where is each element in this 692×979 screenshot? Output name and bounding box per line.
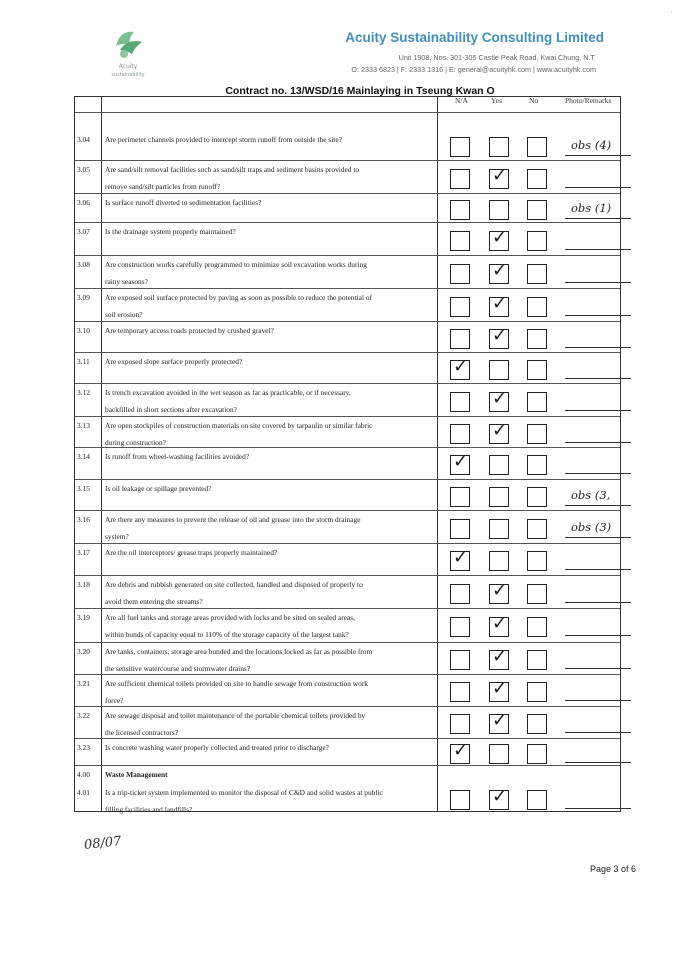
checkbox-na[interactable]: [450, 487, 470, 507]
item-number: 3.19: [77, 613, 90, 622]
checkbox-yes[interactable]: [489, 137, 509, 157]
checkbox-na[interactable]: [450, 650, 470, 670]
checkbox-no[interactable]: [527, 617, 547, 637]
checkbox-na[interactable]: [450, 584, 470, 604]
question-line: the licensed contractors?: [105, 728, 179, 737]
company-logo: [98, 24, 158, 80]
item-number: 3.21: [77, 679, 90, 688]
handwritten-remark: obs (3): [571, 520, 612, 534]
checkbox-na[interactable]: [450, 617, 470, 637]
question-line: Is surface runoff diverted to sedimentation facilities?: [105, 198, 262, 207]
check-mark-icon: ✓: [453, 356, 469, 377]
column-header-na: N/A: [455, 96, 468, 105]
question-line: Are perimeter channels provided to intercept storm runoff from outside the site?: [105, 135, 342, 144]
handwritten-remark: obs (4): [571, 138, 612, 152]
item-number: 3.05: [77, 165, 90, 174]
item-question: [105, 544, 435, 561]
remarks-line: [565, 187, 631, 188]
question-line: Waste Management: [105, 770, 168, 779]
check-mark-icon: ✓: [492, 580, 508, 601]
checkbox-yes[interactable]: [489, 646, 509, 670]
checkbox-no[interactable]: [527, 231, 547, 251]
margin-mark: ·: [670, 8, 673, 17]
remarks-line: [565, 668, 631, 669]
checkbox-na[interactable]: [450, 424, 470, 444]
remarks-line: [565, 410, 631, 411]
remarks-line: [565, 442, 631, 443]
checkbox-yes[interactable]: [489, 325, 509, 349]
company-address: [250, 52, 596, 76]
question-line: Are debris and rubbish generated on site collected, handled and disposed of properly to: [105, 580, 363, 589]
item-number: 3.08: [77, 260, 90, 269]
question-line: Are exposed soil surface protected by paving as soon as possible to reduce the potential of: [105, 293, 373, 302]
remarks-line: [565, 700, 631, 701]
checkbox-yes[interactable]: [489, 455, 509, 475]
remarks-line: [565, 218, 631, 219]
question-line: Are sand/silt removal facilities such as sand/silt traps and sediment basins provided to: [105, 165, 360, 174]
remarks-line: [565, 537, 631, 538]
checkbox-no[interactable]: [527, 424, 547, 444]
item-number: 3.04: [77, 135, 90, 144]
company-name: Acuity Sustainability Consulting Limited: [345, 30, 604, 45]
contact-line: O: 2333 6823 | F: 2333 1316 | E: general@acuityhk.com | www.acuityhk.com: [351, 65, 596, 74]
question-line: Are construction works carefully programmed to minimize soil excavation works during: [105, 260, 367, 269]
remarks-line: [565, 635, 631, 636]
checkbox-no[interactable]: [527, 137, 547, 157]
item-question: [105, 322, 435, 339]
remarks-line: [565, 347, 631, 348]
checkbox-yes[interactable]: [489, 744, 509, 764]
item-number: 3.22: [77, 711, 90, 720]
question-line: the sensitive watercourse and stormwater drains?: [105, 664, 251, 673]
question-line: Are temporary access roads protected by crushed gravel?: [105, 326, 274, 335]
item-question: [105, 609, 435, 643]
check-mark-icon: ✓: [492, 293, 508, 314]
remarks-line: [565, 378, 631, 379]
check-mark-icon: ✓: [492, 678, 508, 699]
remarks-line: [565, 505, 631, 506]
question-line: Are the oil interceptors/ grease traps properly maintained?: [105, 548, 278, 557]
question-line: system?: [105, 532, 129, 541]
remarks-line: [565, 282, 631, 283]
page-number: Page 3 of 6: [590, 864, 637, 874]
checkbox-na[interactable]: [450, 169, 470, 189]
item-number: 3.10: [77, 326, 90, 335]
check-mark-icon: ✓: [492, 388, 508, 409]
logo-caption-1: Acuity: [118, 63, 138, 70]
checkbox-no[interactable]: [527, 790, 547, 810]
question-line: Are all fuel tanks and storage areas provided with locks and be sited on sealed areas,: [105, 613, 355, 622]
checkbox-no[interactable]: [527, 264, 547, 284]
item-question: [105, 643, 435, 677]
item-number: 4.01: [77, 788, 90, 797]
column-divider: [101, 97, 102, 811]
item-number: 3.20: [77, 647, 90, 656]
checkbox-no[interactable]: [527, 169, 547, 189]
question-line: avoid them entering the streams?: [105, 597, 203, 606]
check-mark-icon: ✓: [492, 325, 508, 346]
item-question: [105, 289, 435, 323]
checkbox-no[interactable]: [527, 519, 547, 539]
remarks-line: [565, 569, 631, 570]
item-question: [105, 511, 435, 545]
item-question: [105, 384, 435, 418]
item-number: 3.07: [77, 227, 90, 236]
remarks-line: [565, 732, 631, 733]
question-line: Is trench excavation avoided in the wet season as far as practicable, or if necessary,: [105, 388, 351, 397]
item-number: 3.13: [77, 421, 90, 430]
checkbox-na[interactable]: [450, 451, 470, 475]
item-number: 3.15: [77, 484, 90, 493]
question-line: rainy seasons?: [105, 277, 148, 286]
checkbox-no[interactable]: [527, 297, 547, 317]
checkbox-na[interactable]: [450, 519, 470, 539]
checkbox-yes[interactable]: [489, 388, 509, 412]
item-question: [105, 739, 435, 756]
checkbox-na[interactable]: [450, 714, 470, 734]
column-header-no: No: [529, 96, 539, 105]
column-header-yes: Yes: [491, 96, 502, 105]
question-line: Are sufficient chemical toilets provided on site to handle sewage from construction work: [105, 679, 368, 688]
checkbox-no[interactable]: [527, 360, 547, 380]
item-number: 4.00: [77, 770, 90, 779]
checkbox-no[interactable]: [527, 650, 547, 670]
remarks-line: [565, 315, 631, 316]
item-question: [105, 576, 435, 610]
question-line: Are sewage disposal and toilet maintenance of the portable chemical toilets provided by: [105, 711, 366, 720]
checkbox-no[interactable]: [527, 455, 547, 475]
question-line: force?: [105, 696, 124, 705]
remarks-line: [565, 155, 631, 156]
checkbox-na[interactable]: [450, 264, 470, 284]
item-question: [105, 161, 435, 195]
question-line: Are tanks, containers, storage area bunded and the locations locked as far as possible from: [105, 647, 373, 656]
checkbox-na[interactable]: [450, 682, 470, 702]
check-mark-icon: ✓: [492, 786, 508, 807]
handwritten-date: 08/07: [83, 834, 123, 853]
item-question: [105, 784, 435, 818]
handwritten-remark: obs (1): [571, 201, 612, 215]
question-line: Is concrete washing water properly collected and treated prior to discharge?: [105, 743, 329, 752]
checkbox-yes[interactable]: [489, 260, 509, 284]
question-line: backfilled in short sections after excavation?: [105, 405, 237, 414]
handwritten-remark: obs (3,: [571, 488, 611, 502]
logo-caption-2: sustainability: [111, 72, 145, 78]
item-question: [105, 675, 435, 709]
item-question: [105, 480, 435, 497]
item-number: 3.16: [77, 515, 90, 524]
checkbox-na[interactable]: [450, 392, 470, 412]
check-mark-icon: ✓: [492, 420, 508, 441]
checkbox-na[interactable]: [450, 231, 470, 251]
item-number: 3.23: [77, 743, 90, 752]
item-question: [105, 448, 435, 465]
check-mark-icon: ✓: [492, 613, 508, 634]
question-line: Is runoff from wheel-washing facilities avoided?: [105, 452, 250, 461]
checkbox-yes[interactable]: [489, 551, 509, 571]
item-number: 3.12: [77, 388, 90, 397]
item-number: 3.11: [77, 357, 90, 366]
check-mark-icon: ✓: [453, 547, 469, 568]
item-question: [105, 707, 435, 741]
column-divider: [437, 97, 438, 811]
checkbox-no[interactable]: [527, 329, 547, 349]
check-mark-icon: ✓: [453, 451, 469, 472]
checkbox-yes[interactable]: [489, 487, 509, 507]
question-line: Are exposed slope surface properly protected?: [105, 357, 243, 366]
check-mark-icon: ✓: [492, 260, 508, 281]
checkbox-yes[interactable]: [489, 227, 509, 251]
checkbox-yes[interactable]: [489, 200, 509, 220]
checkbox-no[interactable]: [527, 584, 547, 604]
question-line: soil erosion?: [105, 310, 143, 319]
question-line: Is a trip-ticket system implemented to monitor the disposal of C&D and solid wastes at public: [105, 788, 383, 797]
remarks-line: [565, 762, 631, 763]
checkbox-na[interactable]: [450, 356, 470, 380]
checkbox-no[interactable]: [527, 487, 547, 507]
item-question: [105, 131, 435, 148]
checkbox-yes[interactable]: [489, 519, 509, 539]
checkbox-yes[interactable]: [489, 293, 509, 317]
question-line: Is the drainage system properly maintained?: [105, 227, 236, 236]
item-number: 3.06: [77, 198, 90, 207]
checkbox-na[interactable]: [450, 740, 470, 764]
checklist-table: [74, 96, 621, 812]
question-line: filling facilities and landfills?: [105, 805, 193, 814]
checkbox-na[interactable]: [450, 329, 470, 349]
column-header-remarks: Photo/Remarks: [565, 96, 612, 105]
checkbox-yes[interactable]: [489, 580, 509, 604]
checkbox-no[interactable]: [527, 392, 547, 412]
check-mark-icon: ✓: [453, 740, 469, 761]
remarks-line: [565, 249, 631, 250]
item-question: [105, 766, 435, 783]
question-line: within bunds of capacity equal to 110% of the storage capacity of the largest tank?: [105, 630, 349, 639]
item-number: 3.09: [77, 293, 90, 302]
checkbox-no[interactable]: [527, 551, 547, 571]
checkbox-no[interactable]: [527, 200, 547, 220]
checkbox-no[interactable]: [527, 682, 547, 702]
item-number: 3.14: [77, 452, 90, 461]
check-mark-icon: ✓: [492, 165, 508, 186]
item-number: 3.18: [77, 580, 90, 589]
contract-title: Contract no. 13/WSD/16 Mainlaying in Tseung Kwan O: [225, 85, 495, 97]
remarks-line: [565, 473, 631, 474]
question-line: Are open stockpiles of construction materials on site covered by tarpaulin or similar fabric: [105, 421, 373, 430]
checkbox-na[interactable]: [450, 790, 470, 810]
checkbox-na[interactable]: [450, 547, 470, 571]
checkbox-na[interactable]: [450, 137, 470, 157]
question-line: remove sand/silt particles from runoff?: [105, 182, 221, 191]
item-number: 3.17: [77, 548, 90, 557]
row-divider: [75, 112, 620, 113]
item-question: [105, 194, 435, 211]
checkbox-no[interactable]: [527, 714, 547, 734]
address-line: Unit 1908, Nos. 301-305 Castle Peak Road, Kwai Chung, N.T.: [398, 53, 596, 62]
item-question: [105, 353, 435, 370]
item-question: [105, 417, 435, 451]
question-line: during construction?: [105, 438, 166, 447]
checkbox-na[interactable]: [450, 297, 470, 317]
checkbox-yes[interactable]: [489, 165, 509, 189]
checkbox-yes[interactable]: [489, 613, 509, 637]
checkbox-yes[interactable]: [489, 786, 509, 810]
checkbox-yes[interactable]: [489, 710, 509, 734]
check-mark-icon: ✓: [492, 227, 508, 248]
item-question: [105, 223, 435, 240]
remarks-line: [565, 808, 631, 809]
checkbox-yes[interactable]: [489, 360, 509, 380]
check-mark-icon: ✓: [492, 710, 508, 731]
checkbox-yes[interactable]: [489, 420, 509, 444]
question-line: Are there any measures to prevent the release of oil and grease into the storm drainage: [105, 515, 361, 524]
remarks-line: [565, 602, 631, 603]
item-question: [105, 256, 435, 290]
checkbox-no[interactable]: [527, 744, 547, 764]
question-line: Is oil leakage or spillage prevented?: [105, 484, 212, 493]
checkbox-na[interactable]: [450, 200, 470, 220]
checkbox-yes[interactable]: [489, 678, 509, 702]
check-mark-icon: ✓: [492, 646, 508, 667]
